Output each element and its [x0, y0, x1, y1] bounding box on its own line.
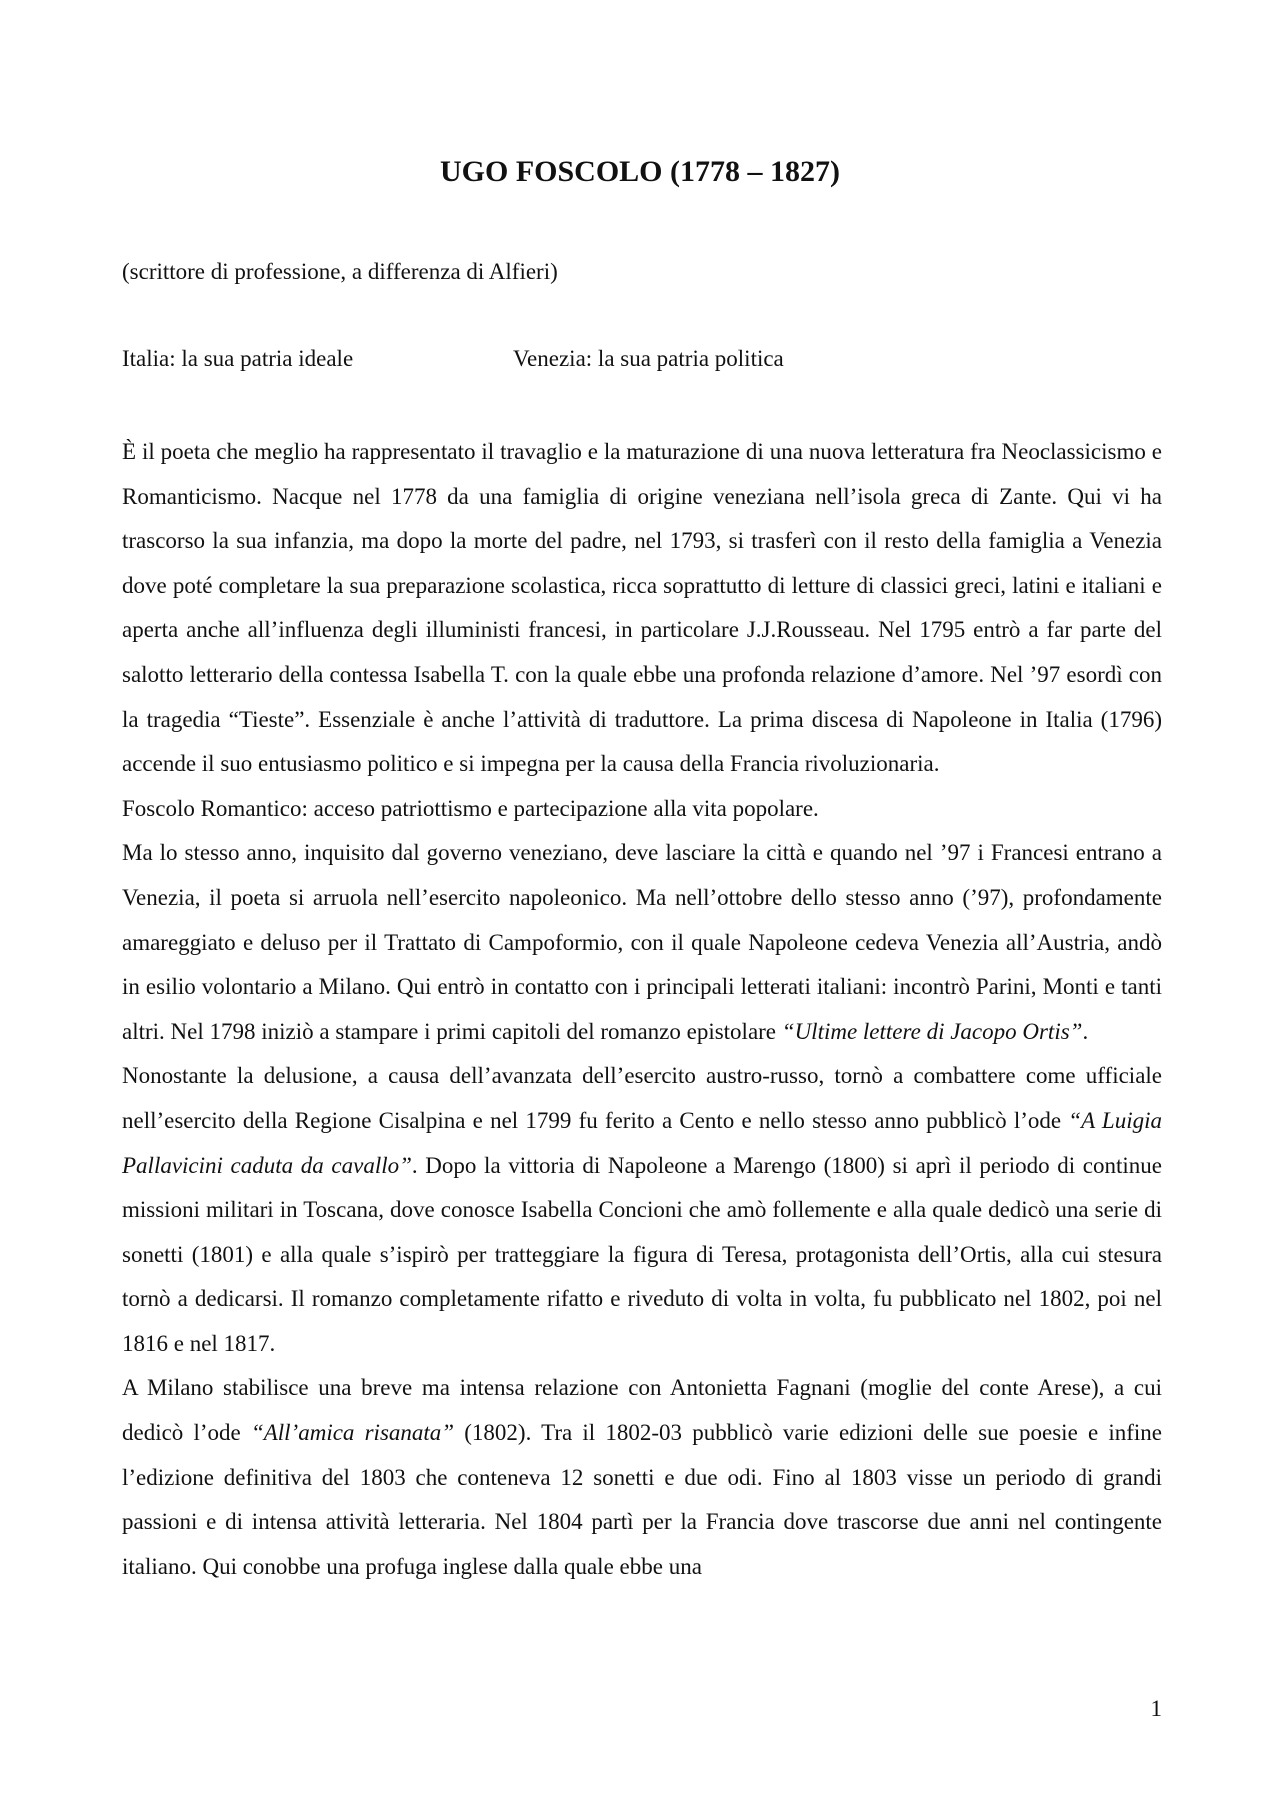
paragraph-text: A Milano stabilisce una breve ma intensa relazione con Antonietta Fagnani (moglie del conte Arese), a cui dedicò l’ode — [122, 1375, 1162, 1446]
page-title: UGO FOSCOLO (1778 – 1827) — [439, 155, 840, 188]
paragraph — [122, 831, 1162, 1054]
patria-row — [122, 344, 1162, 374]
page-number: 1 — [1150, 1696, 1162, 1721]
work-title: “All’amica risanata” — [250, 1420, 455, 1446]
paragraph-text: (1802). Tra il 1802-03 pubblicò varie edizioni delle sue poesie e infine l’edizione definitiva del 1803 che conteneva 12 sonetti e due odi. Fino al 1803 visse un periodo di grandi passioni e di intensa attività letteraria. Nel 1804 partì per la Francia dove trascorse due anni nel contingente italiano. Qui conobbe una profuga inglese dalla quale ebbe una — [122, 1420, 1162, 1579]
subtitle: (scrittore di professione, a differenza di Alfieri) — [122, 259, 558, 284]
paragraph-text: Ma lo stesso anno, inquisito dal governo veneziano, deve lasciare la città e quando nel ’97 i Francesi entrano a Venezia, il poeta si arruola nell’esercito napoleonico. Ma nell’ottobre dello stesso anno (’97), profondamente amareggiato e deluso per il Trattato di Campoformio, con il quale Napoleone cedeva Venezia all’Austria, andò in esilio volontario a Milano. Qui entrò in contatto con i principali letterati italiani: incontrò Parini, Monti e tanti altri. Nel 1798 iniziò a stampare i primi capitoli del romanzo epistolare — [122, 840, 1162, 1044]
patria-ideale: Italia: la sua patria ideale — [122, 346, 354, 371]
paragraph — [122, 1054, 1162, 1366]
paragraph-text: . Dopo la vittoria di Napoleone a Marengo (1800) si aprì il periodo di continue missioni militari in Toscana, dove conosce Isabella Concioni che amò follemente e alla quale dedicò una serie di sonetti (1801) e alla quale s’ispirò per tratteggiare la figura di Teresa, protagonista dell’Ortis, alla cui stesura tornò a dedicarsi. Il romanzo completamente rifatto e riveduto di volta in volta, fu pubblicato nel 1802, poi nel 1816 e nel 1817. — [122, 1152, 1162, 1356]
work-title: “Ultime lettere di Jacopo Ortis” — [781, 1018, 1083, 1044]
paragraph-text: . — [1082, 1018, 1089, 1044]
document-body — [122, 430, 1162, 1589]
paragraph: È il poeta che meglio ha rappresentato il travaglio e la maturazione di una nuova letteratura fra Neoclassicismo e Romanticismo. Nacque nel 1778 da una famiglia di origine veneziana nell’isola greca di Zante. Qui vi ha trascorso la sua infanzia, ma dopo la morte del padre, nel 1793, si trasferì con il resto della famiglia a Venezia dove poté completare la sua preparazione scolastica, ricca soprattutto di letture di classici greci, latini e italiani e aperta anche all’influenza degli illuministi francesi, in particolare J.J.Rousseau. Nel 1795 entrò a far parte del salotto letterario della contessa Isabella T. con la quale ebbe una profonda relazione d’amore. Nel ’97 esordì con la tragedia “Tieste”. Essenziale è anche l’attività di traduttore. La prima discesa di Napoleone in Italia (1796) accende il suo entusiasmo politico e si impegna per la causa della Francia rivoluzionaria. — [122, 439, 1162, 777]
paragraph: Foscolo Romantico: acceso patriottismo e partecipazione alla vita popolare. — [122, 795, 819, 821]
patria-politica: Venezia: la sua patria politica — [513, 346, 784, 371]
paragraph — [122, 1366, 1162, 1589]
paragraph-text: Nonostante la delusione, a causa dell’avanzata dell’esercito austro-russo, tornò a combattere come ufficiale nell’esercito della Regione Cisalpina e nel 1799 fu ferito a Cento e nello stesso anno pubblicò l’ode — [122, 1063, 1162, 1133]
work-title: “A Luigia Pallavicini caduta da cavallo” — [122, 1107, 1162, 1178]
